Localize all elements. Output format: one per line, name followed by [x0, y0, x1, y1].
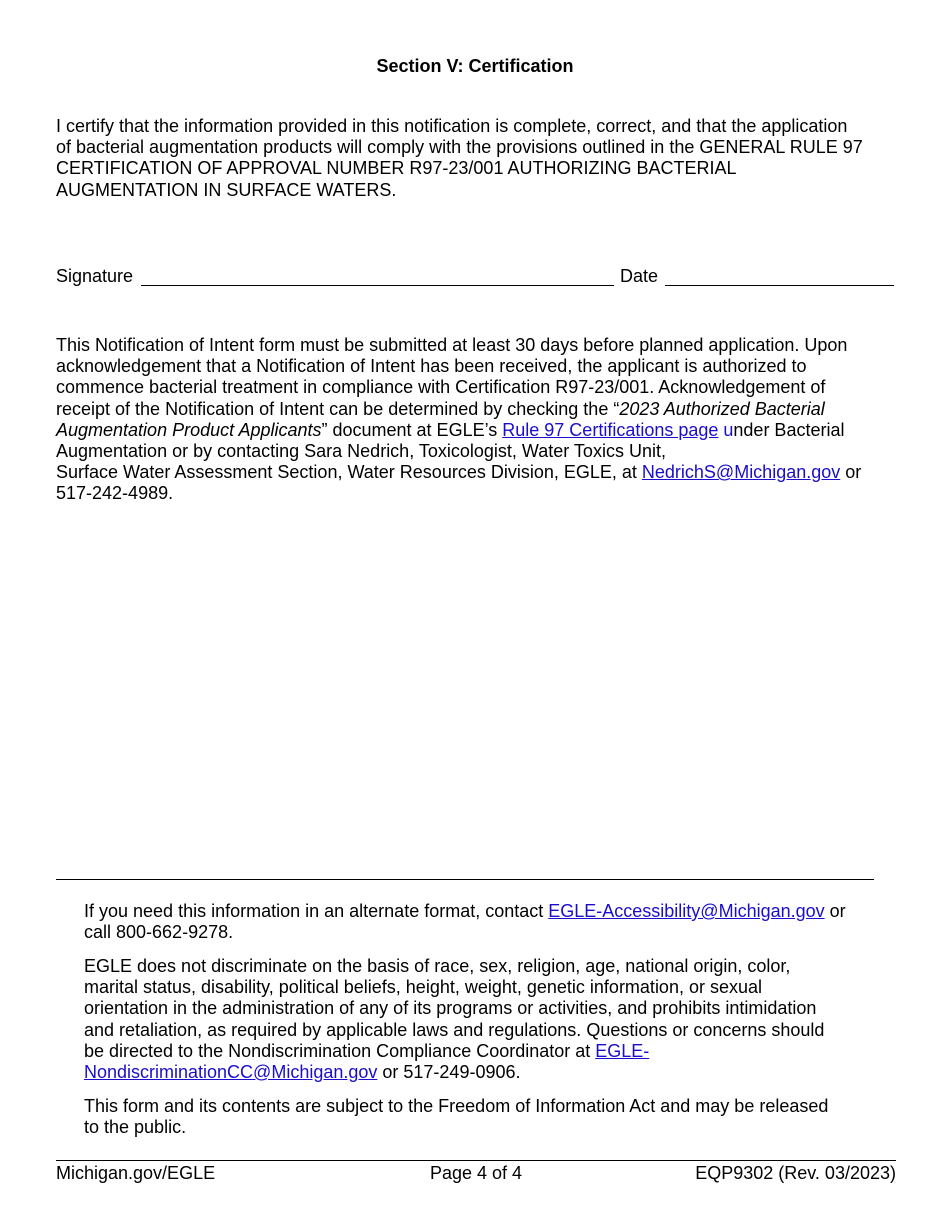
footer-page-number: Page 4 of 4	[429, 1163, 523, 1183]
date-field[interactable]	[665, 285, 894, 286]
accessibility-email-link[interactable]: EGLE-Accessibility@Michigan.gov	[548, 901, 825, 921]
nondiscrimination-line: marital status, disability, political beliefs, height, weight, genetic information, or sexual	[84, 977, 762, 998]
notice-text: ” document at EGLE’s	[321, 419, 503, 440]
foia-line: This form and its contents are subject to the Freedom of Information Act and may be released	[84, 1096, 829, 1116]
page-title: Section V: Certification	[376, 56, 574, 76]
notice-text: or	[840, 462, 862, 483]
signature-label: Signature	[56, 266, 134, 286]
notice-text: receipt of the Notification of Intent can be determined by checking the “	[56, 398, 620, 419]
footnote-divider	[56, 879, 874, 880]
accessibility-line	[84, 901, 874, 922]
notice-line: Augmentation or by contacting Sara Nedrich, Toxicologist, Water Toxics Unit,	[56, 441, 666, 462]
notice-line: acknowledgement that a Notification of Intent has been received, the applicant is authorized to	[56, 356, 807, 377]
nondiscrimination-email-link[interactable]: NondiscriminationCC@Michigan.gov	[84, 1062, 378, 1083]
nondiscrimination-line	[84, 1062, 874, 1083]
notice-line	[56, 420, 896, 441]
signature-field[interactable]	[141, 285, 614, 286]
rule97-link-tail[interactable]: u	[718, 419, 734, 440]
footer-website: Michigan.gov/EGLE	[56, 1163, 216, 1183]
accessibility-note	[84, 901, 874, 943]
page-footer	[56, 1163, 896, 1185]
certification-statement	[56, 116, 896, 201]
certification-line: I certify that the information provided in this notification is complete, correct, and that the application	[56, 116, 848, 136]
nondiscrimination-line: orientation in the administration of any of its programs or activities, and prohibits intimidation	[84, 998, 817, 1019]
nondiscrimination-text: or 517-249-0906.	[377, 1062, 521, 1083]
notice-text: Surface Water Assessment Section, Water Resources Division, EGLE, at	[56, 462, 642, 483]
footer-form-id: EQP9302 (Rev. 03/2023)	[695, 1163, 896, 1183]
nondiscrimination-line	[84, 1041, 874, 1062]
notice-line	[56, 399, 896, 420]
notice-line: commence bacterial treatment in compliance with Certification R97-23/001. Acknowledgement of	[56, 377, 826, 398]
certification-line: AUGMENTATION IN SURFACE WATERS.	[56, 179, 397, 200]
accessibility-text: If you need this information in an alternate format, contact	[84, 901, 549, 921]
accessibility-line: call 800-662-9278.	[84, 922, 234, 943]
nondiscrimination-note	[84, 956, 874, 1083]
rule97-certifications-link[interactable]: Rule 97 Certifications page	[502, 419, 719, 440]
notice-text: nder Bacterial	[733, 419, 845, 440]
nondiscrimination-line: and retaliation, as required by applicable laws and regulations. Questions or concerns should	[84, 1019, 825, 1040]
notice-line	[56, 462, 896, 483]
nondiscrimination-email-link[interactable]: EGLE-	[595, 1040, 650, 1061]
nondiscrimination-line: EGLE does not discriminate on the basis of race, sex, religion, age, national origin, color,	[84, 956, 791, 976]
document-title-italic: Augmentation Product Applicants	[56, 419, 322, 440]
submission-notice	[56, 335, 896, 505]
certification-line: CERTIFICATION OF APPROVAL NUMBER R97-23/001 AUTHORIZING BACTERIAL	[56, 158, 737, 179]
notice-line: This Notification of Intent form must be submitted at least 30 days before planned application. Upon	[56, 335, 848, 355]
certification-line: of bacterial augmentation products will comply with the provisions outlined in the GENERAL RULE 97	[56, 137, 863, 158]
foia-line: to the public.	[84, 1117, 187, 1138]
notice-line: 517-242-4989.	[56, 483, 174, 504]
nondiscrimination-text: be directed to the Nondiscrimination Compliance Coordinator at	[84, 1040, 596, 1061]
nedrich-email-link[interactable]: NedrichS@Michigan.gov	[641, 462, 841, 483]
document-title-italic: 2023 Authorized Bacterial	[619, 398, 825, 419]
date-label: Date	[620, 266, 659, 286]
footer-divider	[56, 1160, 896, 1161]
foia-note	[84, 1096, 874, 1138]
accessibility-text: or	[824, 901, 846, 921]
